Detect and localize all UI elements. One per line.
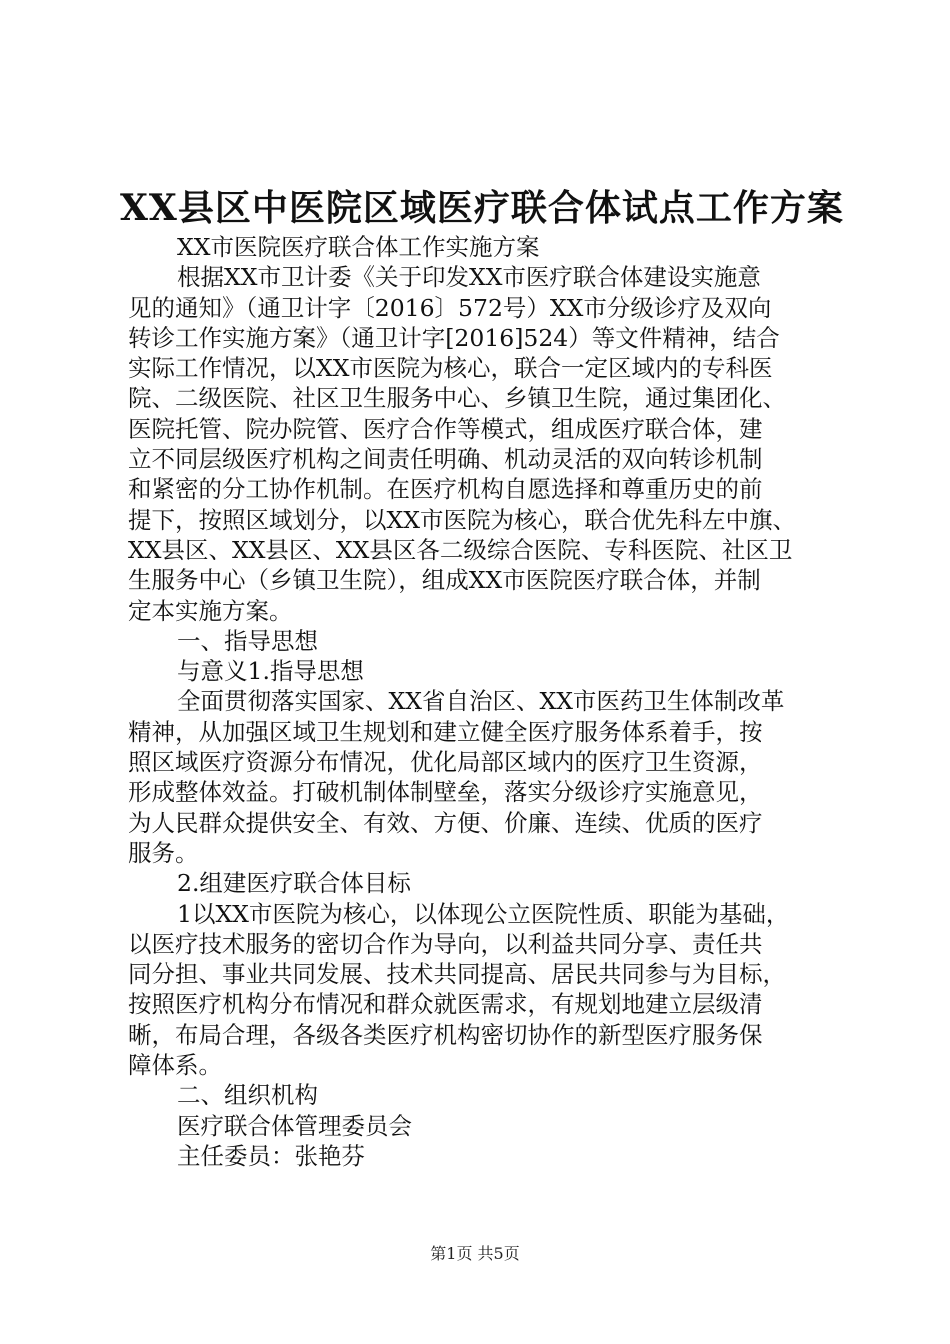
body-line: 二、组织机构 [177,1081,318,1110]
body-line: 以医疗技术服务的密切合作为导向，以利益共同分享、责任共 [128,929,763,958]
body-line: 医院托管、院办院管、医疗合作等模式，组成医疗联合体，建 [128,414,763,443]
body-line: 为人民群众提供安全、有效、方便、价廉、连续、优质的医疗 [128,808,763,837]
body-line: 主任委员：张艳芬 [177,1141,365,1170]
body-line: 提下，按照区域划分，以XX市医院为核心，联合优先科左中旗、 [128,505,796,534]
body-line: 同分担、事业共同发展、技术共同提高、居民共同参与为目标， [128,960,786,989]
body-line: 一、指导思想 [177,626,318,655]
body-line: 障体系。 [128,1051,222,1080]
body-line: 定本实施方案。 [128,596,293,625]
body-line: 晰，布局合理，各级各类医疗机构密切协作的新型医疗服务保 [128,1020,763,1049]
body-line: 院、二级医院、社区卫生服务中心、乡镇卫生院，通过集团化、 [128,384,786,413]
body-line: 立不同层级医疗机构之间责任明确、机动灵活的双向转诊机制 [128,445,763,474]
body-line: 精神，从加强区域卫生规划和建立健全医疗服务体系着手，按 [128,717,763,746]
body-line: 1以XX市医院为核心，以体现公立医院性质、职能为基础， [177,899,790,928]
body-line: 服务。 [128,838,199,867]
document-body [128,232,833,1171]
body-line: 和紧密的分工协作机制。在医疗机构自愿选择和尊重历史的前 [128,475,763,504]
body-line: 医疗联合体管理委员会 [177,1111,412,1140]
body-line: 见的通知》（通卫计字〔2016〕572号）XX市分级诊疗及双向 [128,293,772,322]
body-line: 与意义1.指导思想 [177,657,364,686]
body-line: 实际工作情况，以XX市医院为核心，联合一定区域内的专科医 [128,354,773,383]
document-title: XX县区中医院区域医疗联合体试点工作方案 [120,187,844,229]
body-line: 生服务中心（乡镇卫生院），组成XX市医院医疗联合体，并制 [128,566,761,595]
page-footer: 第1页 共5页 [430,1244,520,1263]
body-line: XX市医院医疗联合体工作实施方案 [177,233,540,261]
body-line: 全面贯彻落实国家、XX省自治区、XX市医药卫生体制改革 [177,687,785,716]
body-line: 照区域医疗资源分布情况，优化局部区域内的医疗卫生资源， [128,748,763,777]
body-line: 2.组建医疗联合体目标 [177,869,411,898]
body-line: 按照医疗机构分布情况和群众就医需求，有规划地建立层级清 [128,990,763,1019]
body-line: XX县区、XX县区、XX县区各二级综合医院、专科医院、社区卫 [128,535,793,564]
body-line: 根据XX市卫计委《关于印发XX市医疗联合体建设实施意 [177,263,761,292]
body-line: 转诊工作实施方案》（通卫计字[2016]524）等文件精神，结合 [128,323,780,352]
body-line: 形成整体效益。打破机制体制壁垒，落实分级诊疗实施意见， [128,778,763,807]
